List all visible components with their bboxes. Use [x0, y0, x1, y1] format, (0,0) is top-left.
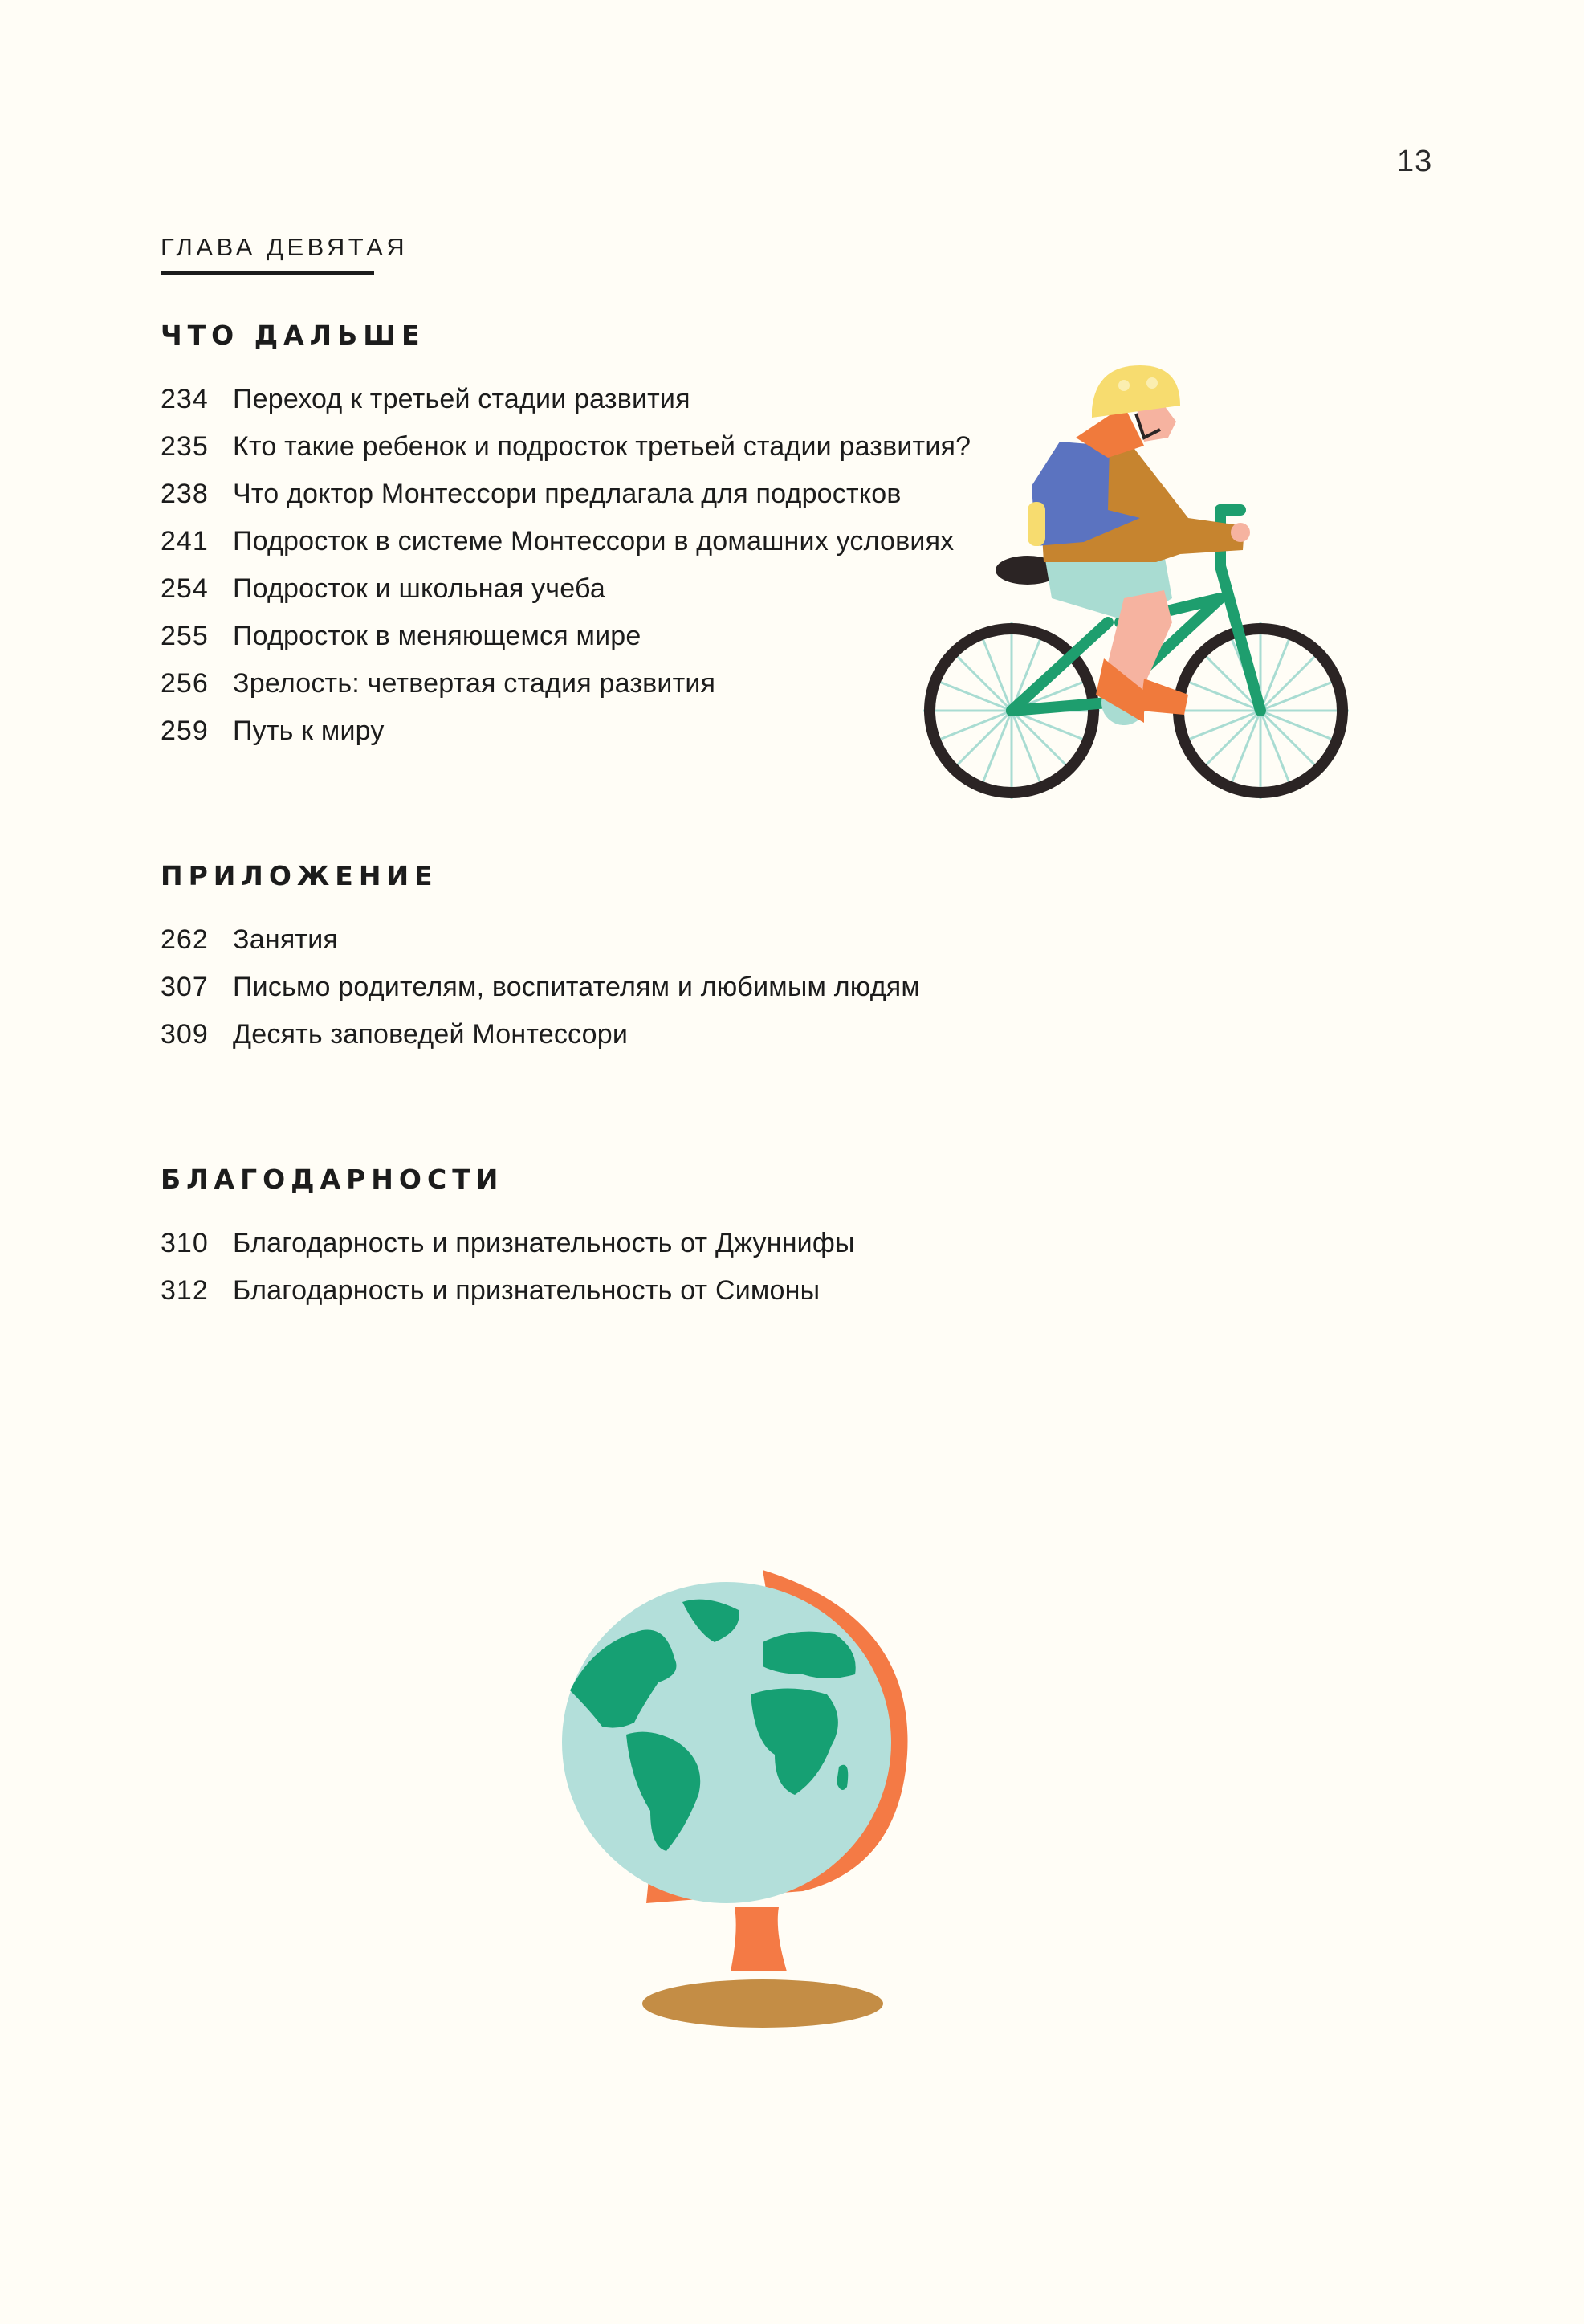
globe-icon [538, 1554, 939, 2036]
toc-page-number: 254 [161, 573, 209, 604]
toc-entry-title: Подросток в меняющемся мире [233, 621, 641, 651]
toc-entry[interactable] [161, 1275, 855, 1323]
toc-page-number: 310 [161, 1228, 209, 1258]
toc-page-number: 307 [161, 972, 209, 1002]
toc-page-number: 235 [161, 431, 209, 462]
page-number: 13 [1397, 145, 1433, 178]
toc-page-number: 256 [161, 668, 209, 699]
chapter-label: ГЛАВА ДЕВЯТАЯ [161, 233, 409, 261]
toc-entry[interactable] [161, 972, 920, 1019]
toc-page-number: 241 [161, 526, 209, 557]
toc-entry-title: Подросток в системе Монтессори в домашних условиях [233, 526, 955, 557]
toc-entry-title: Занятия [233, 924, 339, 955]
toc-entry[interactable] [161, 526, 971, 573]
toc-entry-title: Кто такие ребенок и подросток третьей стадии развития? [233, 431, 971, 462]
toc-entry-title: Зрелость: четвертая стадия развития [233, 668, 716, 699]
toc-entry[interactable] [161, 668, 971, 716]
toc-list-appendix [161, 924, 920, 1066]
toc-entry-title: Благодарность и признательность от Симоны [233, 1275, 821, 1306]
toc-page-number: 262 [161, 924, 209, 955]
section-title-what-next: ЧТО ДАЛЬШЕ [161, 320, 426, 351]
toc-entry[interactable] [161, 479, 971, 526]
toc-entry-title: Благодарность и признательность от Джуннифы [233, 1228, 855, 1258]
toc-entry[interactable] [161, 573, 971, 621]
chapter-underline [161, 271, 374, 275]
child-on-bicycle-icon [923, 357, 1357, 811]
toc-entry[interactable] [161, 431, 971, 479]
toc-entry-title: Подросток и школьная учеба [233, 573, 605, 604]
toc-entry-title: Десять заповедей Монтессори [233, 1019, 629, 1050]
toc-entry[interactable] [161, 1228, 855, 1275]
toc-page-number: 238 [161, 479, 209, 509]
toc-list-what-next [161, 384, 971, 763]
toc-entry-title: Что доктор Монтессори предлагала для подростков [233, 479, 902, 509]
toc-entry[interactable] [161, 716, 971, 763]
toc-entry[interactable] [161, 924, 920, 972]
toc-page-number: 312 [161, 1275, 209, 1306]
toc-entry[interactable] [161, 384, 971, 431]
toc-list-acknowledgements [161, 1228, 855, 1323]
toc-entry-title: Путь к миру [233, 716, 385, 746]
section-title-appendix: ПРИЛОЖЕНИЕ [161, 860, 438, 891]
toc-entry-title: Письмо родителям, воспитателям и любимым людям [233, 972, 920, 1002]
toc-entry[interactable] [161, 1019, 920, 1066]
toc-entry[interactable] [161, 621, 971, 668]
toc-page-number: 255 [161, 621, 209, 651]
toc-entry-title: Переход к третьей стадии развития [233, 384, 690, 414]
toc-page-number: 259 [161, 716, 209, 746]
section-title-acknowledgements: БЛАГОДАРНОСТИ [161, 1164, 504, 1195]
toc-page-number: 309 [161, 1019, 209, 1050]
toc-page-number: 234 [161, 384, 209, 414]
